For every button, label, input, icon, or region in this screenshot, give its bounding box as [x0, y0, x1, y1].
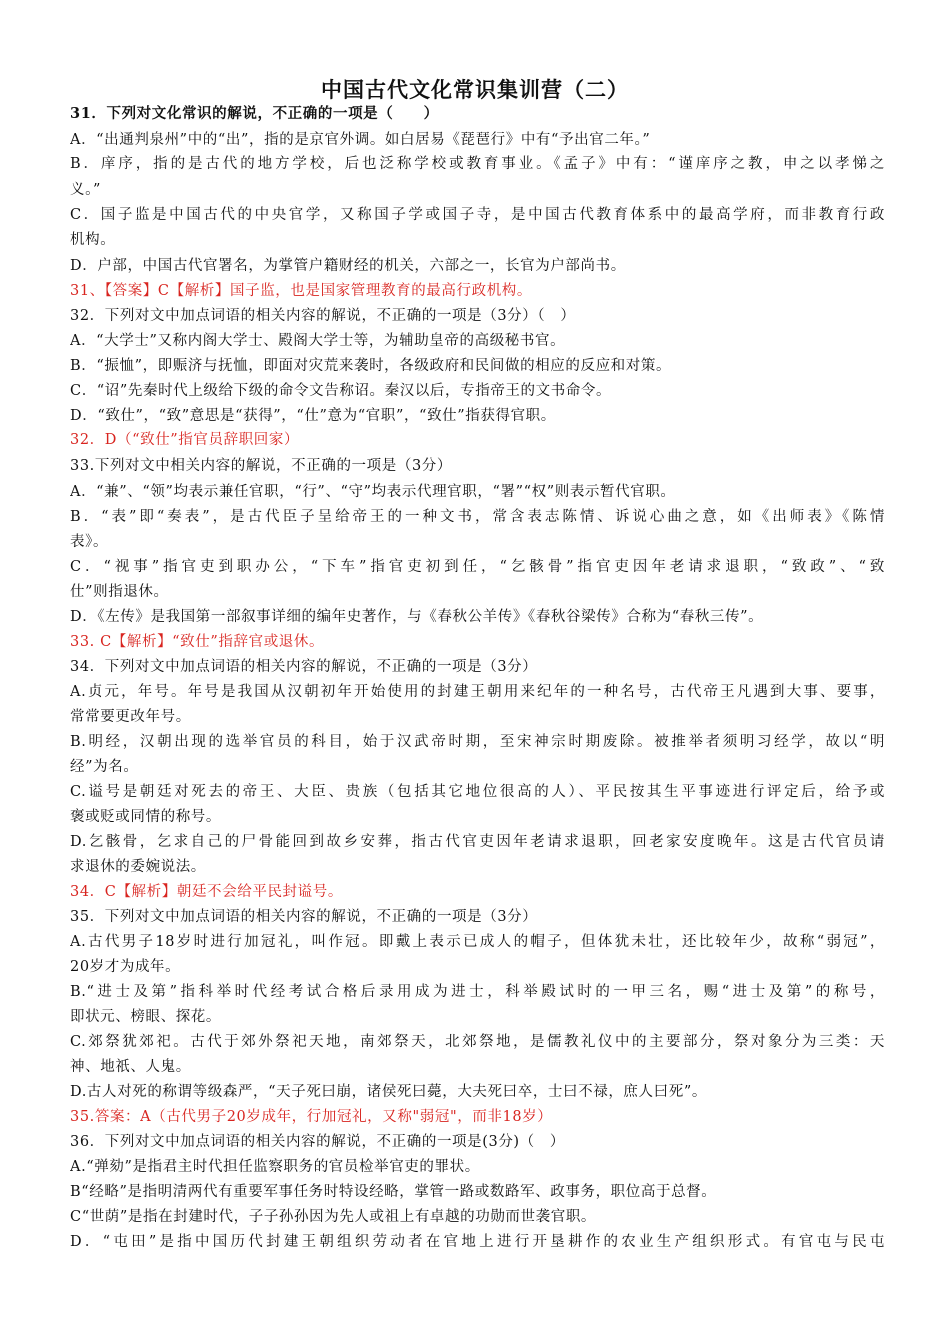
question-32-option-b: B．“振恤”，即赈济与抚恤，即面对灾荒来袭时，各级政府和民间做的相应的反应和对策。	[70, 358, 672, 374]
question-36-option-c: C“世荫”是指在封建时代，子子孙孙因为先人或祖上有卓越的功勋而世袭官职。	[70, 1209, 597, 1225]
question-35-option-a: A.古代男子18岁时进行加冠礼，叫作冠。即戴上表示已成人的帽子，但体犹未壮，还比较年少，故称“弱冠”，	[70, 934, 885, 950]
question-36-option-b: B“经略”是指明清两代有重要军事任务时特设经略，掌管一路或数路军、政事务，职位高于总督。	[70, 1184, 717, 1200]
question-34-stem: 34．下列对文中加点词语的相关内容的解说，不正确的一项是（3分）	[70, 659, 538, 675]
question-35-option-c-cont: 神、地祇、人鬼。	[70, 1059, 191, 1075]
question-33-option-a: A．“兼”、“领”均表示兼任官职，“行”、“守”均表示代理官职，“署”“权”则表示暂代官职。	[70, 484, 676, 500]
question-32-option-d: D．“致仕”，“致”意思是“获得”，“仕”意为“官职”，“致仕”指获得官职。	[70, 408, 556, 424]
question-31-answer: 31、【答案】C【解析】国子监，也是国家管理教育的最高行政机构。	[70, 283, 532, 299]
question-35-option-b: B.“进士及第”指科举时代经考试合格后录用成为进士，科举殿试时的一甲三名，赐“进士及第”的称号，	[70, 984, 885, 1000]
question-34-option-d: D.乞骸骨，乞求自己的尸骨能回到故乡安葬，指古代官吏因年老请求退职，回老家安度晚年。这是古代官员请	[70, 834, 885, 850]
question-35-option-c: C.郊祭犹郊祀。古代于郊外祭祀天地，南郊祭天，北郊祭地，是儒教礼仪中的主要部分，祭对象分为三类：天	[70, 1034, 885, 1050]
question-34-option-a-cont: 常常要更改年号。	[70, 709, 191, 725]
question-32-stem: 32．下列对文中加点词语的相关内容的解说，不正确的一项是（3分）（ ）	[70, 308, 576, 324]
question-36-option-a: A.“弹劾”是指君主时代担任监察职务的官员检举官吏的罪状。	[70, 1159, 480, 1175]
question-34-answer: 34．C【解析】朝廷不会给平民封谥号。	[70, 884, 343, 900]
question-34-option-a: A.贞元，年号。年号是我国从汉朝初年开始使用的封建王朝用来纪年的一种名号，古代帝王凡遇到大事、要事，	[70, 684, 885, 700]
page-title: 中国古代文化常识集训营（二）	[321, 77, 629, 102]
question-36-stem: 36．下列对文中加点词语的相关内容的解说，不正确的一项是(3分)（ ）	[70, 1134, 565, 1150]
question-33-option-c-cont: 仕”则指退休。	[70, 584, 169, 600]
question-35-option-a-cont: 20岁才为成年。	[70, 959, 181, 975]
question-31-option-b: B．庠序，指的是古代的地方学校，后也泛称学校或教育事业。《孟子》中有：“谨庠序之教，申之以孝悌之	[70, 156, 885, 172]
question-31-option-c-cont: 机构。	[70, 232, 116, 248]
question-32-answer: 32．D（“致仕”指官员辞职回家）	[70, 432, 300, 448]
question-31-option-c: C．国子监是中国古代的中央官学，又称国子学或国子寺，是中国古代教育体系中的最高学府，而非教育行政	[70, 207, 885, 223]
question-34-option-d-cont: 求退休的委婉说法。	[70, 859, 206, 875]
question-33-answer: 33. C【解析】“致仕”指辞官或退休。	[70, 634, 325, 650]
question-35-option-b-cont: 即状元、榜眼、探花。	[70, 1009, 221, 1025]
question-34-option-c-cont: 褒或贬或同情的称号。	[70, 809, 221, 825]
question-32-option-c: C．“诏”先秦时代上级给下级的命令文告称诏。秦汉以后，专指帝王的文书命令。	[70, 383, 612, 399]
question-31-stem: 31．下列对文化常识的解说，不正确的一项是（ ）	[70, 105, 439, 122]
question-33-option-d: D．《左传》是我国第一部叙事详细的编年史著作，与《春秋公羊传》《春秋谷梁传》合称为“春秋三传”。	[70, 609, 764, 625]
question-35-option-d: D.古人对死的称谓等级森严，“天子死曰崩，诸侯死曰薨，大夫死曰卒，士曰不禄，庶人曰死”。	[70, 1084, 707, 1100]
question-33-stem: 33.下列对文中相关内容的解说，不正确的一项是（3分）	[70, 458, 452, 474]
question-32-option-a: A．“大学士”又称内阁大学士、殿阁大学士等，为辅助皇帝的高级秘书官。	[70, 333, 566, 349]
question-33-option-b-cont: 表》。	[70, 534, 109, 550]
question-36-option-d: D．“屯田”是指中国历代封建王朝组织劳动者在官地上进行开垦耕作的农业生产组织形式。有官屯与民屯	[70, 1234, 885, 1250]
question-33-option-c: C．“视事”指官吏到职办公，“下车”指官吏初到任，“乞骸骨”指官吏因年老请求退职，“致政”、“致	[70, 559, 885, 575]
question-31-option-a: A．“出通判泉州”中的“出”，指的是京官外调。如白居易《琵琶行》中有“予出官二年。”	[70, 132, 651, 148]
question-31-option-b-cont: 义。”	[70, 182, 101, 198]
question-33-option-b: B．“表”即“奏表”，是古代臣子呈给帝王的一种文书，常含表志陈情、诉说心曲之意，如《出师表》《陈情	[70, 509, 885, 525]
question-34-option-b: B.明经，汉朝出现的选举官员的科目，始于汉武帝时期，至宋神宗时期废除。被推举者须明习经学，故以“明	[70, 734, 885, 750]
question-35-stem: 35．下列对文中加点词语的相关内容的解说，不正确的一项是（3分）	[70, 909, 538, 925]
question-34-option-b-cont: 经”为名。	[70, 759, 139, 775]
question-35-answer: 35.答案：A（古代男子20岁成年，行加冠礼，又称"弱冠"，而非18岁）	[70, 1109, 553, 1125]
question-31-option-d: D．户部，中国古代官署名，为掌管户籍财经的机关，六部之一，长官为户部尚书。	[70, 258, 626, 274]
question-34-option-c: C.谥号是朝廷对死去的帝王、大臣、贵族（包括其它地位很高的人）、平民按其生平事迹进行评定后，给予或	[70, 784, 885, 800]
